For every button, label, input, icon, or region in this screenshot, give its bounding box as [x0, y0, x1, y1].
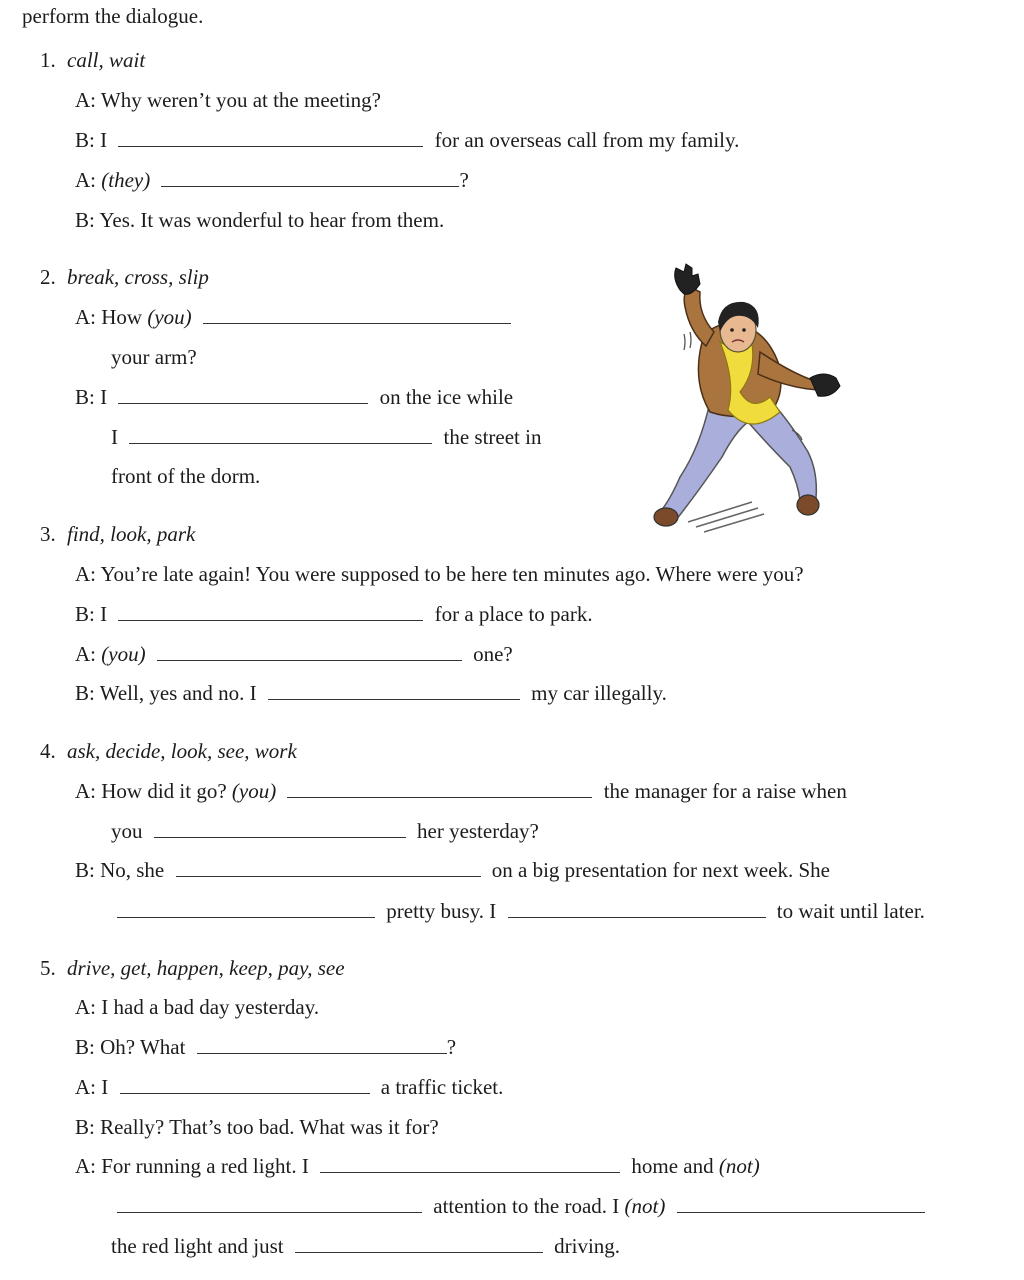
pronoun-hint: (you) — [231, 779, 277, 803]
answer-blank[interactable] — [117, 1194, 422, 1213]
verb-list: ask, decide, look, see, work — [67, 739, 297, 763]
exercise-4-header — [40, 738, 297, 764]
dialogue-line — [75, 304, 517, 330]
dialogue-text: my car illegally. — [531, 681, 667, 705]
dialogue-text: your arm? — [111, 345, 197, 369]
dialogue-line — [75, 384, 513, 410]
speaker-label: A: — [75, 642, 96, 666]
dialogue-text: to wait until later. — [776, 899, 925, 923]
dialogue-line — [111, 424, 541, 450]
speaker-label: A: — [75, 995, 96, 1019]
dialogue-text: How did it go? — [101, 779, 227, 803]
pronoun-hint: (they) — [101, 168, 151, 192]
dialogue-line — [111, 1193, 931, 1219]
answer-blank[interactable] — [287, 779, 592, 798]
dialogue-line — [75, 680, 667, 706]
dialogue-line — [75, 1114, 439, 1140]
dialogue-text: front of the dorm. — [111, 464, 261, 488]
answer-blank[interactable] — [161, 168, 459, 187]
dialogue-text: How — [101, 305, 143, 329]
dialogue-line — [75, 207, 444, 233]
dialogue-line — [111, 463, 260, 489]
answer-blank[interactable] — [129, 425, 432, 444]
dialogue-text: Why weren’t you at the meeting? — [100, 88, 381, 112]
speaker-label: B: — [75, 208, 95, 232]
speaker-label: A: — [75, 1075, 96, 1099]
dialogue-text: a traffic ticket. — [380, 1075, 504, 1099]
speaker-label: A: — [75, 779, 96, 803]
dialogue-line — [75, 994, 319, 1020]
speaker-label: A: — [75, 305, 96, 329]
pronoun-hint: (you) — [147, 305, 192, 329]
answer-blank[interactable] — [268, 681, 520, 700]
answer-blank[interactable] — [508, 899, 766, 918]
dialogue-line — [75, 561, 804, 587]
intro-text: perform the dialogue. — [22, 4, 204, 28]
dialogue-text: Well, yes and no. I — [99, 681, 257, 705]
dialogue-line — [111, 344, 197, 370]
dialogue-line — [75, 127, 739, 153]
dialogue-text: the street in — [443, 425, 542, 449]
man-slipping-on-ice-illustration — [640, 262, 880, 537]
dialogue-text: I — [101, 1075, 109, 1099]
dialogue-text: No, she — [100, 858, 165, 882]
dialogue-text: on a big presentation for next week. She — [491, 858, 831, 882]
verb-list: find, look, park — [67, 522, 196, 546]
dialogue-text: you — [111, 819, 143, 843]
dialogue-text: I — [100, 602, 108, 626]
dialogue-text: Oh? What — [100, 1035, 186, 1059]
exercise-number: 5. — [40, 956, 56, 980]
answer-blank[interactable] — [295, 1234, 543, 1253]
answer-blank[interactable] — [117, 899, 375, 918]
answer-blank[interactable] — [157, 642, 462, 661]
answer-blank[interactable] — [118, 385, 368, 404]
exercise-2-header — [40, 264, 209, 290]
dialogue-text: for an overseas call from my family. — [434, 128, 740, 152]
dialogue-text: I — [100, 128, 108, 152]
dialogue-line — [75, 857, 830, 883]
dialogue-text: ? — [446, 1035, 457, 1059]
exercise-number: 1. — [40, 48, 56, 72]
speaker-label: B: — [75, 681, 95, 705]
speaker-label: B: — [75, 1115, 95, 1139]
dialogue-text: pretty busy. I — [386, 899, 497, 923]
speaker-label: B: — [75, 385, 95, 409]
dialogue-text: I — [111, 425, 118, 449]
dialogue-line — [75, 778, 847, 804]
exercise-3-header — [40, 521, 195, 547]
speaker-label: A: — [75, 168, 96, 192]
dialogue-line — [75, 641, 513, 667]
exercise-5-header — [40, 955, 345, 981]
speaker-label: B: — [75, 602, 95, 626]
dialogue-text: Really? That’s too bad. What was it for? — [100, 1115, 439, 1139]
speaker-label: B: — [75, 858, 95, 882]
answer-blank[interactable] — [203, 305, 511, 324]
answer-blank[interactable] — [120, 1075, 370, 1094]
answer-blank[interactable] — [677, 1194, 925, 1213]
speaker-label: A: — [75, 562, 96, 586]
speaker-label: A: — [75, 1154, 96, 1178]
answer-blank[interactable] — [154, 819, 406, 838]
dialogue-text: For running a red light. I — [101, 1154, 309, 1178]
exercise-number: 2. — [40, 265, 56, 289]
dialogue-text: Yes. It was wonderful to hear from them. — [99, 208, 445, 232]
dialogue-line — [75, 1034, 456, 1060]
dialogue-text: one? — [473, 642, 513, 666]
answer-blank[interactable] — [197, 1035, 447, 1054]
dialogue-text: attention to the road. I — [433, 1194, 620, 1218]
verb-list: drive, get, happen, keep, pay, see — [67, 956, 345, 980]
exercise-number: 3. — [40, 522, 56, 546]
verb-list: break, cross, slip — [67, 265, 209, 289]
dialogue-text: ? — [459, 168, 469, 192]
pronoun-hint: (you) — [101, 642, 146, 666]
answer-blank[interactable] — [118, 128, 423, 147]
dialogue-line — [111, 818, 539, 844]
dialogue-line — [75, 167, 469, 193]
dialogue-line — [75, 87, 381, 113]
speaker-label: B: — [75, 128, 95, 152]
dialogue-text: You’re late again! You were supposed to be here ten minutes ago. Where were you? — [100, 562, 804, 586]
speaker-label: A: — [75, 88, 96, 112]
dialogue-text: driving. — [554, 1234, 621, 1258]
dialogue-line — [75, 1074, 503, 1100]
dialogue-text: on the ice while — [379, 385, 514, 409]
pronoun-hint: (not) — [624, 1194, 666, 1218]
dialogue-line — [111, 898, 925, 924]
dialogue-line — [75, 601, 593, 627]
dialogue-text: for a place to park. — [434, 602, 593, 626]
dialogue-text: home and — [631, 1154, 714, 1178]
dialogue-text: her yesterday? — [417, 819, 539, 843]
exercise-1-header — [40, 47, 145, 73]
dialogue-line — [111, 1233, 620, 1259]
answer-blank[interactable] — [320, 1154, 620, 1173]
answer-blank[interactable] — [118, 602, 423, 621]
dialogue-text: I — [100, 385, 108, 409]
exercise-number: 4. — [40, 739, 56, 763]
verb-list: call, wait — [67, 48, 146, 72]
dialogue-line — [75, 1153, 760, 1179]
dialogue-text: the manager for a raise when — [603, 779, 847, 803]
pronoun-hint: (not) — [718, 1154, 760, 1178]
speaker-label: B: — [75, 1035, 95, 1059]
dialogue-text: I had a bad day yesterday. — [101, 995, 320, 1019]
dialogue-text: the red light and just — [111, 1234, 284, 1258]
answer-blank[interactable] — [176, 858, 481, 877]
